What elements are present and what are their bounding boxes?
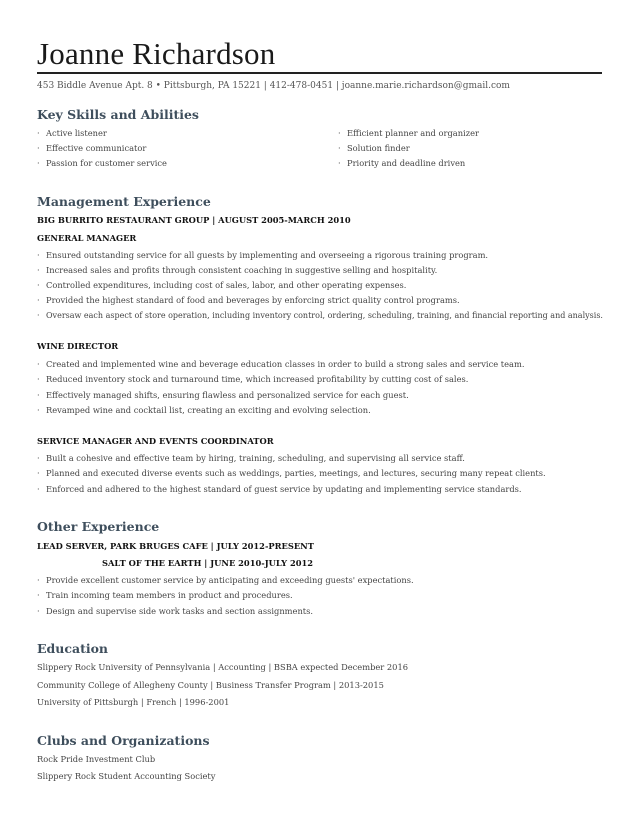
header-divider xyxy=(37,72,602,74)
job-bullet: · Design and supervise side work tasks and section assignments. xyxy=(37,606,314,616)
job-bullet: · Train incoming team members in product and procedures. xyxy=(37,590,293,600)
job-line: SALT OF THE EARTH | JUNE 2010-JULY 2012 xyxy=(102,558,314,568)
role-bullet: · Enforced and adhered to the highest standard of guest service by updating and implementing service standards. xyxy=(37,484,522,494)
education-item: Slippery Rock University of Pennsylvania | Accounting | BSBA expected December 2016 xyxy=(37,662,409,672)
skill-item: · Passion for customer service xyxy=(37,158,167,168)
skill-item: · Active listener xyxy=(37,128,107,138)
club-item: Rock Pride Investment Club xyxy=(37,754,156,764)
role-bullet: · Effectively managed shifts, ensuring flawless and personalized service for each guest. xyxy=(37,390,409,400)
role-title: SERVICE MANAGER AND EVENTS COORDINATOR xyxy=(37,436,274,446)
skill-item: · Solution finder xyxy=(338,143,410,153)
clubs-heading: Clubs and Organizations xyxy=(37,733,210,748)
role-bullet: · Planned and executed diverse events such as weddings, parties, meetings, and lectures, securing many repeat clients. xyxy=(37,468,546,478)
candidate-name: Joanne Richardson xyxy=(37,36,276,71)
education-item: Community College of Allegheny County | Business Transfer Program | 2013-2015 xyxy=(37,680,384,690)
role-bullet: · Ensured outstanding service for all guests by implementing and overseeing a rigorous training program. xyxy=(37,250,489,260)
club-item: Slippery Rock Student Accounting Society xyxy=(37,771,216,781)
role-bullet: · Built a cohesive and effective team by hiring, training, scheduling, and supervising all service staff. xyxy=(37,453,465,463)
role-bullet: · Created and implemented wine and beverage education classes in order to build a strong sales and service team. xyxy=(37,359,525,369)
skill-item: · Efficient planner and organizer xyxy=(338,128,479,138)
education-item: University of Pittsburgh | French | 1996-2001 xyxy=(37,697,230,707)
skill-item: · Priority and deadline driven xyxy=(338,158,466,168)
education-heading: Education xyxy=(37,641,109,656)
other-experience-heading: Other Experience xyxy=(37,519,160,534)
company-line: BIG BURRITO RESTAURANT GROUP | AUGUST 2005-MARCH 2010 xyxy=(37,215,351,225)
job-line: LEAD SERVER, PARK BRUGES CAFE | JULY 2012-PRESENT xyxy=(37,541,314,551)
skills-heading: Key Skills and Abilities xyxy=(37,107,199,122)
role-bullet: · Oversaw each aspect of store operation, including inventory control, ordering, scheduling, training, and financial reporting and analysis. xyxy=(37,311,603,320)
management-heading: Management Experience xyxy=(37,194,211,209)
skill-item: · Effective communicator xyxy=(37,143,147,153)
role-title: GENERAL MANAGER xyxy=(37,233,137,243)
role-title: WINE DIRECTOR xyxy=(37,341,119,351)
contact-line: 453 Biddle Avenue Apt. 8 • Pittsburgh, PA 15221 | 412-478-0451 | joanne.marie.richardson@gmail.com xyxy=(37,81,510,91)
role-bullet: · Revamped wine and cocktail list, creating an exciting and evolving selection. xyxy=(37,405,371,415)
role-bullet: · Reduced inventory stock and turnaround time, which increased profitability by cutting cost of sales. xyxy=(37,374,469,384)
role-bullet: · Provided the highest standard of food and beverages by enforcing strict quality control programs. xyxy=(37,295,460,305)
job-bullet: · Provide excellent customer service by anticipating and exceeding guests' expectations. xyxy=(37,575,414,585)
role-bullet: · Controlled expenditures, including cost of sales, labor, and other operating expenses. xyxy=(37,280,407,290)
role-bullet: · Increased sales and profits through consistent coaching in suggestive selling and hospitality. xyxy=(37,265,438,275)
